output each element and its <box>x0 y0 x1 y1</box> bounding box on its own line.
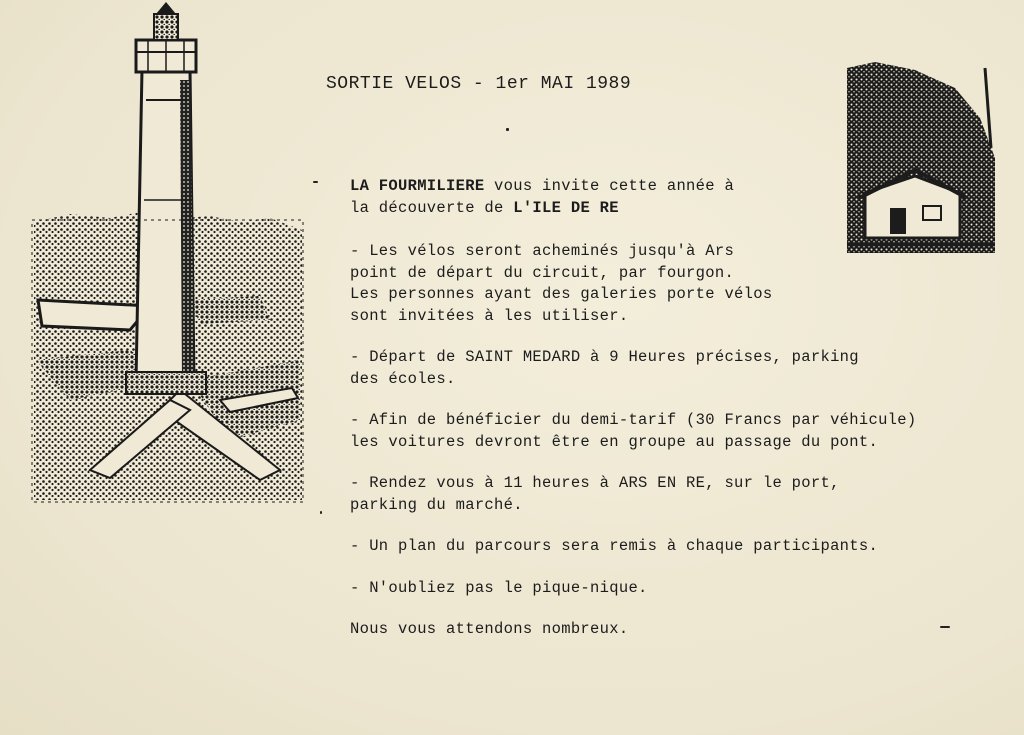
paragraph-toll: - Afin de bénéficier du demi-tarif (30 Francs par véhicule) les voitures devront être en groupe au passage du pont. <box>350 411 917 451</box>
ink-speck <box>506 128 509 131</box>
intro-line1-rest: vous invite cette année à <box>484 177 735 195</box>
intro-line2-start: la découverte de <box>350 198 514 217</box>
intro-paragraph <box>350 176 970 219</box>
paragraph-transport: - Les vélos seront acheminés jusqu'à Ars point de départ du circuit, par fourgon. Les personnes ayant des galeries porte vélos sont invitées à les utiliser. <box>350 242 773 325</box>
document-title: SORTIE VELOS - 1er MAI 1989 <box>326 74 632 94</box>
ink-speck <box>940 626 950 628</box>
lighthouse-illustration <box>30 0 305 505</box>
document-body <box>350 176 970 661</box>
ink-speck <box>313 181 318 183</box>
closing-line: Nous vous attendons nombreux. <box>350 620 629 638</box>
ink-speck <box>320 511 322 514</box>
paragraph-picnic: - N'oubliez pas le pique-nique. <box>350 578 648 597</box>
paragraph-route-map: - Un plan du parcours sera remis à chaque participants. <box>350 537 879 555</box>
paragraph-departure: - Départ de SAINT MEDARD à 9 Heures précises, parking des écoles. <box>350 348 859 388</box>
destination-name: L'ILE DE RE <box>513 198 619 217</box>
organization-name: LA FOURMILIERE <box>350 177 485 195</box>
paragraph-meeting: - Rendez vous à 11 heures à ARS EN RE, sur le port, parking du marché. <box>350 474 840 514</box>
